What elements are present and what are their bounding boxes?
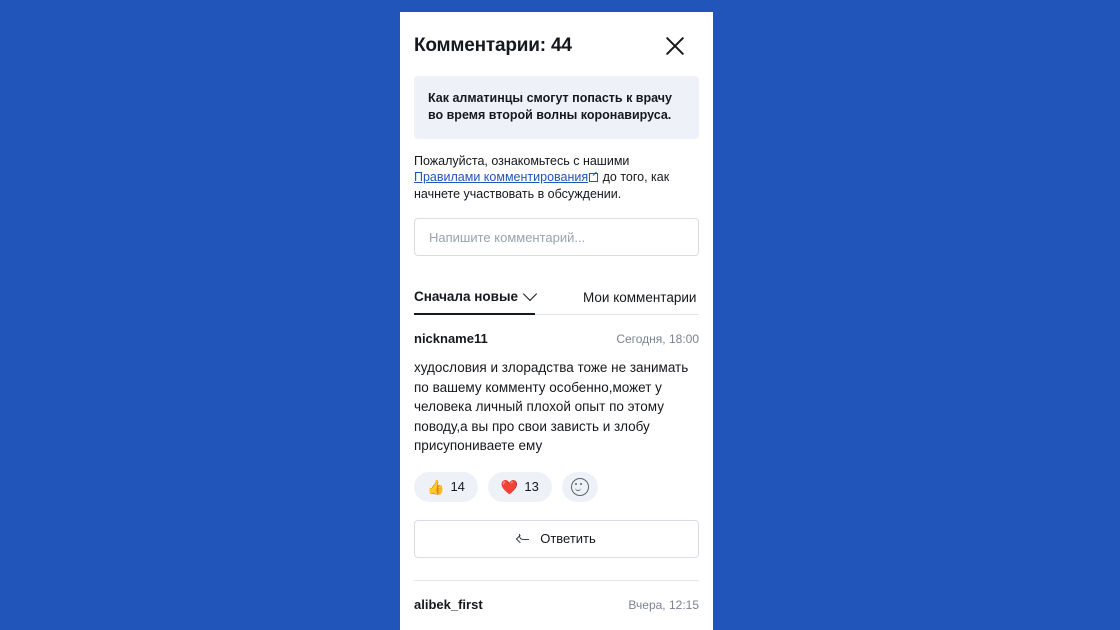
add-reaction-button[interactable] <box>562 472 598 502</box>
tab-my-comments[interactable] <box>583 290 696 314</box>
page-title: Комментарии: 44 <box>414 35 572 56</box>
comment-author[interactable]: nickname11 <box>414 331 488 346</box>
tab-my-comments-label: Мои комментарии <box>583 290 697 305</box>
reaction-heart[interactable] <box>488 472 552 502</box>
comments-panel <box>400 12 713 630</box>
comment-item <box>400 581 713 612</box>
rules-link[interactable]: Правилами комментирования <box>414 170 589 184</box>
panel-header <box>400 12 713 70</box>
rules-suffix: до того, как начнете участвовать в обсуждении. <box>414 170 670 201</box>
reply-arrow-icon <box>517 533 530 544</box>
comment-header <box>414 597 699 612</box>
thumbs-up-count: 14 <box>450 479 465 495</box>
tab-newest-first-label: Сначала новые <box>414 289 518 304</box>
reply-button[interactable] <box>414 520 699 558</box>
chevron-down-icon <box>523 286 537 300</box>
comment-input[interactable] <box>427 229 686 246</box>
reaction-thumbs-up[interactable] <box>414 472 478 502</box>
comment-author[interactable]: alibek_first <box>414 596 483 612</box>
reaction-bar <box>414 472 699 502</box>
add-reaction-smiley-icon <box>571 478 589 496</box>
tab-newest-first[interactable] <box>414 289 535 315</box>
thumbs-up-icon: 👍 <box>427 478 445 495</box>
reply-button-label: Ответить <box>540 531 596 547</box>
comment-item <box>400 315 713 502</box>
heart-count: 13 <box>524 479 539 495</box>
external-link-icon <box>589 173 598 182</box>
rules-notice <box>414 153 699 203</box>
comment-timestamp: Сегодня, 18:00 <box>616 332 699 346</box>
comment-text: худословия и злорадства тоже не занимать по вашему комменту особенно,может у человека личный плохой опыт по этому поводу,а вы про свои зависть и злобу присупониваете ему <box>414 360 689 454</box>
comment-timestamp: Вчера, 12:15 <box>628 597 699 612</box>
article-card[interactable] <box>414 76 699 139</box>
heart-icon: ❤️ <box>500 478 519 495</box>
comment-header <box>414 331 699 346</box>
article-title: Как алматинцы смогут попасть к врачу во время второй волны коронавируса. <box>428 91 672 123</box>
comment-input-wrapper[interactable] <box>414 218 699 256</box>
comment-tabs <box>414 278 699 315</box>
rules-prefix: Пожалуйста, ознакомьтесь с нашими <box>414 153 630 168</box>
close-icon[interactable] <box>661 32 689 60</box>
